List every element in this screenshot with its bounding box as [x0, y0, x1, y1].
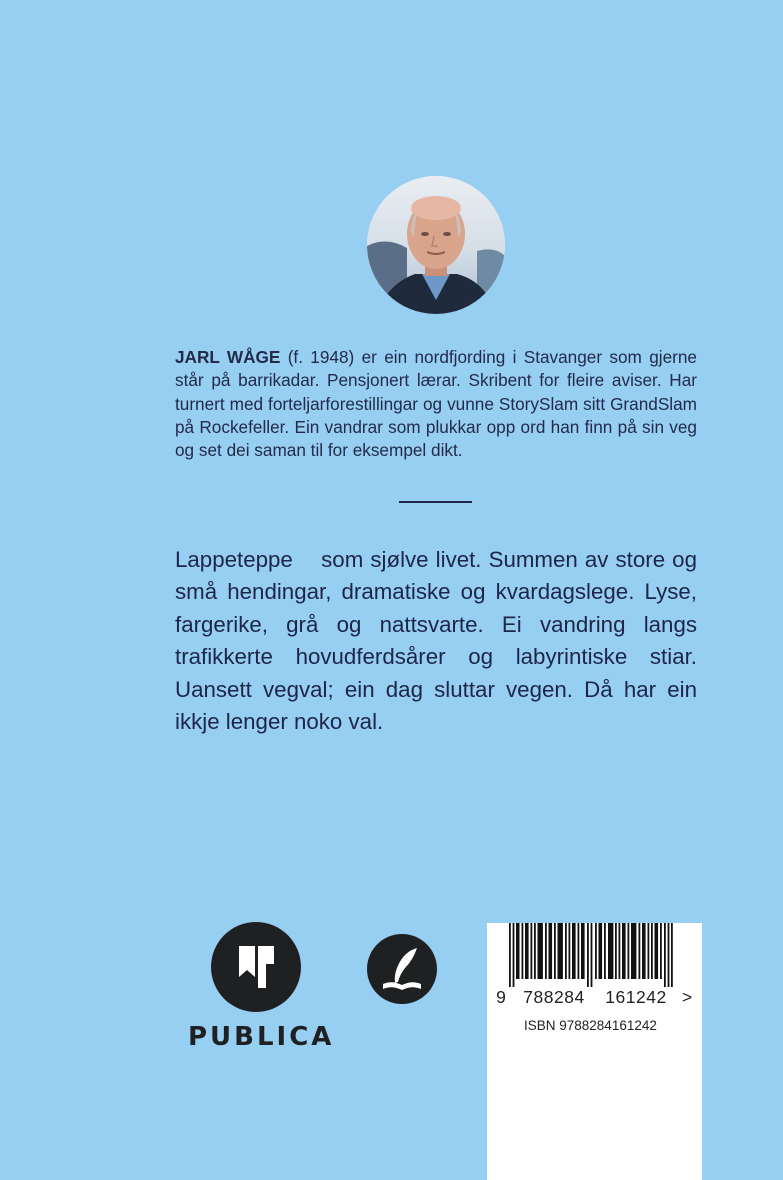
book-blurb: Lappeteppe som sjølve livet. Summen av store og små hendingar, dramatiske og kvardagslege. Lyse, fargerike, grå og nattsvarte. Ei vandring langs trafikkerte hovudferdsårer og labyrintiske stiar. Uansett vegval; ein dag sluttar vegen. Då har ein ikkje lenger noko val.: [175, 547, 704, 735]
author-bio: [175, 346, 697, 462]
author-photo: [367, 176, 505, 314]
barcode-panel: [487, 923, 702, 1180]
quill-book-icon: [367, 934, 437, 1004]
barcode-first-digit: 9: [496, 987, 506, 1007]
section-divider: [399, 501, 472, 503]
isbn-label: ISBN 9788284161242: [524, 1018, 657, 1033]
barcode-icon: [509, 923, 673, 987]
barcode-right-digits: 161242: [605, 987, 667, 1007]
author-name: JARL WÅGE: [175, 347, 281, 367]
barcode-arrow: >: [681, 987, 693, 1007]
barcode-left-digits: 788284: [523, 987, 585, 1007]
publica-logo-icon: [211, 922, 301, 1012]
barcode-digits: [487, 987, 702, 1008]
publisher-name: PUBLICA: [188, 1022, 335, 1052]
author-bio-text: (f. 1948) er ein nordfjording i Stavanger som gjerne står på barrikadar. Pensjonert lærar. Skribent for fleire aviser. Har turnert med forteljarforestillingar og vunne StorySlam sitt GrandSlam på Rockefeller. Ein vandrar som plukkar opp ord han finn på sin veg og set dei saman til for eksempel dikt.: [175, 347, 697, 461]
